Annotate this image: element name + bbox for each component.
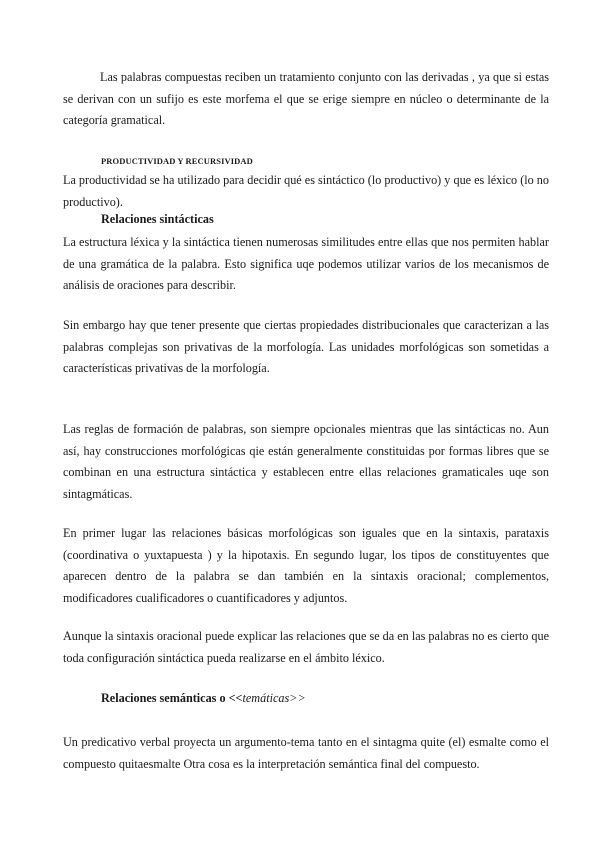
heading-semanticas-suffix: >> — [289, 691, 306, 705]
paragraph-estructura: La estructura léxica y la sintáctica tienen numerosas similitudes entre ellas que nos permiten hablar de una gramática de la palabra. Esto significa uqe podemos utilizar varios de los mecanismos de análisis de oraciones para describir. — [63, 235, 549, 292]
paragraph-compuestas: Las palabras compuestas reciben un tratamiento conjunto con las derivadas , ya que si estas se derivan con un sufijo es este morfema el que se erige siempre en núcleo o determinante de la categoría gramatical. — [63, 70, 549, 127]
paragraph-predicativo: Un predicativo verbal proyecta un argumento-tema tanto en el sintagma quite (el) esmalte como el compuesto quitaesmalte Otra cosa es la interpretación semántica final del compuesto. — [63, 735, 549, 771]
heading-relaciones-sintacticas: Relaciones sintácticas — [101, 212, 214, 226]
heading-semanticas-italic: temáticas — [242, 691, 290, 705]
paragraph-productividad: La productividad se ha utilizado para decidir qué es sintáctico (lo productivo) y que es léxico (lo no productivo). — [63, 173, 549, 209]
paragraph-aunque: Aunque la sintaxis oracional puede explicar las relaciones que se da en las palabras no es cierto que toda configuración sintáctica pueda realizarse en el ámbito léxico. — [63, 629, 549, 665]
paragraph-primer-lugar: En primer lugar las relaciones básicas morfológicas son iguales que en la sintaxis, parataxis (coordinativa o yuxtapuesta ) y la hipotaxis. En segundo lugar, los tipos de constituyentes que aparecen dentro de la palabra se dan también en la sintaxis oracional; complementos, modificadores cualificadores o cuantificadores y adjuntos. — [63, 526, 549, 605]
paragraph-sin-embargo: Sin embargo hay que tener presente que ciertas propiedades distribucionales que caracterizan a las palabras complejas son privativas de la morfología. Las unidades morfológicas son sometidas a características privativas de la morfología. — [63, 318, 549, 375]
heading-semanticas-prefix: Relaciones semánticas o << — [101, 691, 243, 705]
paragraph-reglas: Las reglas de formación de palabras, son siempre opcionales mientras que las sintácticas no. Aun así, hay construcciones morfológicas qie están generalmente constituidas por formas libres que se combinan en una estructura sintáctica y establecen entre ellas relaciones gramaticales uqe son sintagmáticas. — [63, 422, 549, 501]
heading-productividad: PRODUCTIVIDAD Y RECURSIVIDAD — [101, 156, 253, 166]
heading-relaciones-semanticas — [101, 691, 306, 706]
